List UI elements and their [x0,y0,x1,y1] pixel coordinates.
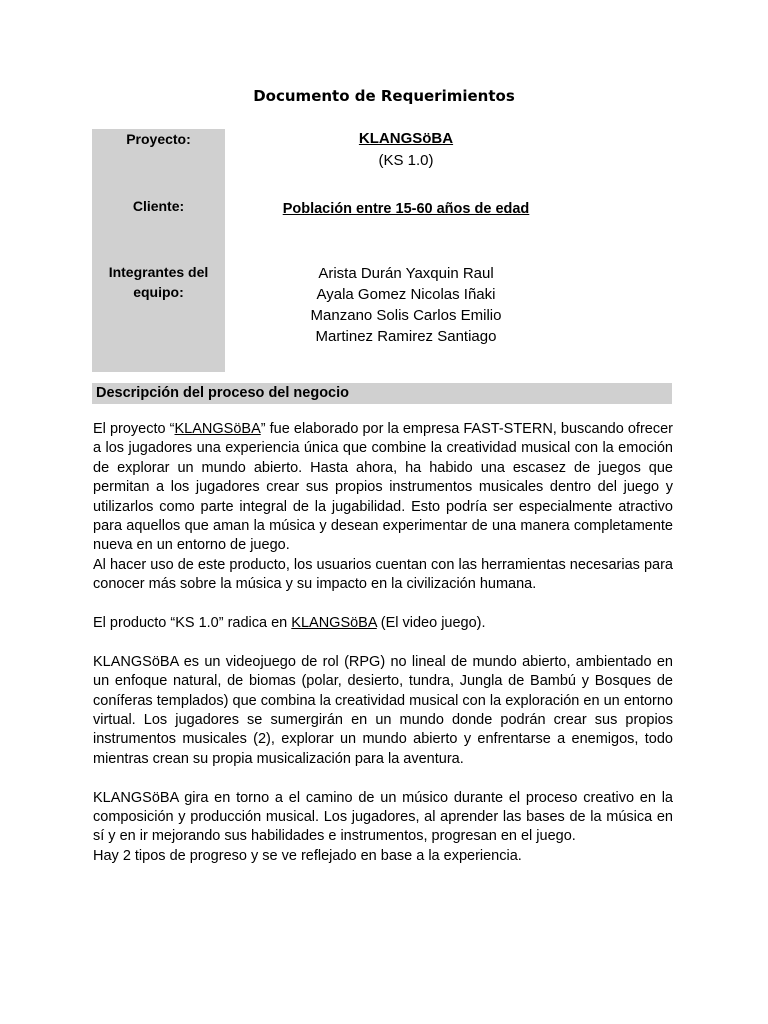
section-title: Descripción del proceso del negocio [96,385,350,401]
team-member: Manzano Solis Carlos Emilio [310,307,502,324]
team-member: Ayala Gomez Nicolas Iñaki [316,286,496,303]
table-label-column [92,129,225,372]
project-name-text: KLANGSöBA [358,130,454,147]
paragraph-2: Al hacer uso de este producto, los usuarios cuentan con las herramientas necesarias para conocer más sobre la música y su impacto en la civilización humana. [93,556,673,593]
klangsoba-link: KLANGSöBA [174,421,261,437]
paragraph-5: KLANGSöBA gira en torno a el camino de un músico durante el proceso creativo en la composición y producción musical. Los jugadores, al aprender las bases de la música en sí y en ir mejorando sus habilidades e instrumentos, progresan en el juego. [93,789,673,845]
paragraph-6: Hay 2 tipos de progreso y se ve reflejado en base a la experiencia. [93,847,522,864]
team-members-list [225,263,587,347]
team-label-line1: Integrantes del [108,264,209,280]
body-text [93,420,673,866]
team-label-line2: equipo: [133,284,184,300]
client-value [225,199,587,220]
project-label: Proyecto: [126,131,191,147]
klangsoba-link: KLANGSöBA [291,615,377,632]
paragraph-3: El producto “KS 1.0” radica en KLANGSöBA (El video juego). [93,615,486,632]
team-member: Martinez Ramirez Santiago [315,328,497,345]
paragraph-1: El proyecto “KLANGSöBA” fue elaborado por la empresa FAST-STERN, buscando ofrecer a los jugadores una experiencia única que combine la creatividad musical con la emoción de explorar un mundo abierto. Hasta ahora, ha habido una escasez de juegos que permitan a los jugadores crear sus propios instrumentos musicales dentro del juego y utilizarlos como parte integral de la jugabilidad. Esto podría ser especialmente atractivo para aquellos que aman la música y desean experimentar de una manera completamente nueva en un entorno de juego. [93,421,673,554]
client-label: Cliente: [132,198,185,214]
client-value-text: Población entre 15-60 años de edad [282,201,530,217]
team-label [92,262,225,302]
project-version: (KS 1.0) [378,152,434,169]
project-name [225,128,587,149]
paragraph-4: KLANGSöBA es un videojuego de rol (RPG) no lineal de mundo abierto, ambientado en un enfoque natural, de biomas (polar, desierto, tundra, Jungla de Bambú y Bosques de coníferas templados) que combina la creatividad musical con la exploración en un entorno virtual. Los jugadores se sumergirán en un mundo donde podrán crear sus propios instrumentos musicales (2), explorar un mundo abierto y enfrentarse a enemigos, todo mientras crean su propia musicalización para la aventura. [93,653,673,767]
team-member: Arista Durán Yaxquin Raul [318,265,494,282]
document-title: Documento de Requerimientos [253,87,515,105]
